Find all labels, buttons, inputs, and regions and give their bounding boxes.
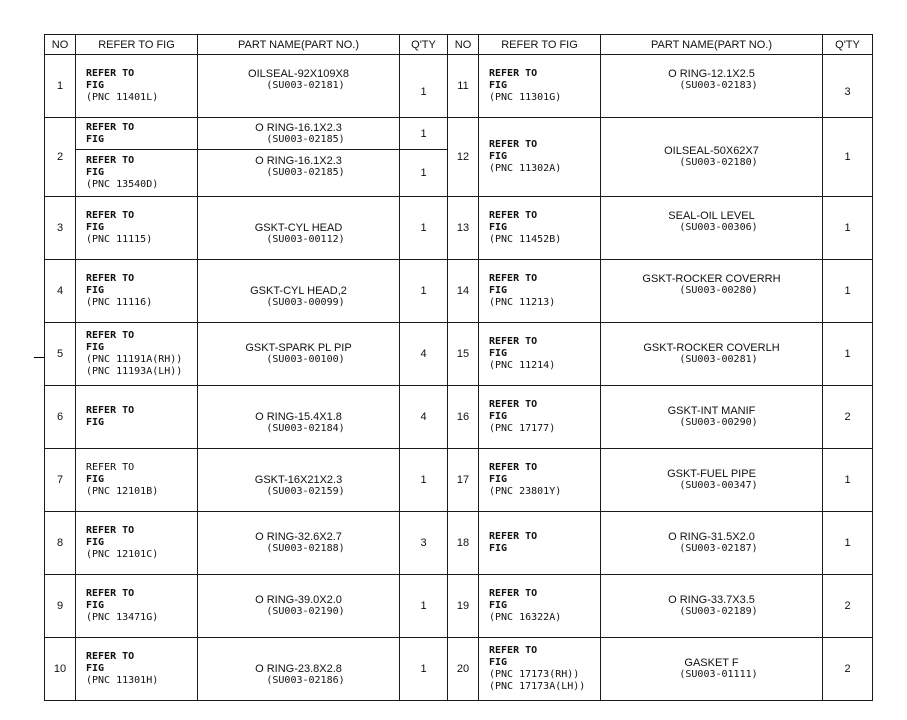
quantity: 1: [400, 150, 448, 197]
refer-to-fig: REFER TO FIG (PNC 11191A(RH)) (PNC 11193A(LH)): [76, 323, 198, 386]
part-name: GSKT-FUEL PIPE (SU003-00347): [601, 449, 823, 512]
refer-to-fig: REFER TO FIG (PNC 11115): [76, 197, 198, 260]
refer-to-fig: REFER TO FIG (PNC 16322A): [479, 575, 601, 638]
table-row: [45, 55, 873, 118]
table-row: [45, 512, 873, 575]
header-qty: Q'TY: [400, 35, 448, 55]
item-no: 16: [448, 386, 479, 449]
item-no: 10: [45, 638, 76, 701]
part-name: GASKET F (SU003-01111): [601, 638, 823, 701]
part-name: O RING-33.7X3.5 (SU003-02189): [601, 575, 823, 638]
part-name: O RING-31.5X2.0 (SU003-02187): [601, 512, 823, 575]
refer-to-fig: REFER TO FIG (PNC 11301G): [479, 55, 601, 118]
header-refer-to-fig: REFER TO FIG: [76, 35, 198, 55]
part-name: GSKT-INT MANIF (SU003-00290): [601, 386, 823, 449]
refer-to-fig: REFER TO FIG (PNC 11301H): [76, 638, 198, 701]
item-no: 12: [448, 118, 479, 197]
item-no: 11: [448, 55, 479, 118]
header-part-name: PART NAME(PART NO.): [601, 35, 823, 55]
refer-to-fig: REFER TO FIG: [76, 118, 198, 150]
quantity: 1: [400, 55, 448, 118]
item-no: 6: [45, 386, 76, 449]
part-name: GSKT-ROCKER COVERLH (SU003-00281): [601, 323, 823, 386]
table-row: [45, 260, 873, 323]
refer-to-fig: REFER TO FIG (PNC 13471G): [76, 575, 198, 638]
refer-to-fig: REFER TO FIG: [479, 512, 601, 575]
item-no: 19: [448, 575, 479, 638]
part-name: O RING-15.4X1.8 (SU003-02184): [198, 392, 400, 455]
item-no: 8: [45, 512, 76, 575]
header-part-name: PART NAME(PART NO.): [198, 35, 400, 55]
part-name: GSKT-ROCKER COVERRH (SU003-00280): [601, 254, 823, 317]
part-name: SEAL-OIL LEVEL (SU003-00306): [601, 191, 823, 254]
header-qty: Q'TY: [823, 35, 873, 55]
part-name: GSKT-SPARK PL PIP (SU003-00100): [198, 323, 400, 386]
quantity: 2: [823, 575, 873, 638]
item-no: 20: [448, 638, 479, 701]
item-no: 2: [45, 118, 76, 197]
refer-to-fig: REFER TO FIG (PNC 12101B): [76, 449, 198, 512]
part-name: O RING-16.1X2.3 (SU003-02185): [198, 118, 400, 150]
part-name: GSKT-CYL HEAD (SU003-00112): [198, 203, 400, 266]
quantity: 1: [400, 197, 448, 260]
part-name: GSKT-CYL HEAD,2 (SU003-00099): [198, 266, 400, 329]
table-row: [45, 638, 873, 701]
part-name: O RING-32.6X2.7 (SU003-02188): [198, 512, 400, 575]
item-no: 3: [45, 197, 76, 260]
quantity: 2: [823, 386, 873, 449]
refer-to-fig: REFER TO FIG (PNC 11214): [479, 323, 601, 386]
table-row: [45, 197, 873, 260]
table-row: [45, 449, 873, 512]
part-name: O RING-39.0X2.0 (SU003-02190): [198, 575, 400, 638]
part-name: OILSEAL-50X62X7 (SU003-02180): [601, 118, 823, 197]
part-name: OILSEAL-92X109X8 (SU003-02181): [198, 49, 400, 112]
item-no: 17: [448, 449, 479, 512]
item-no: 4: [45, 260, 76, 323]
refer-to-fig: REFER TO FIG (PNC 11452B): [479, 197, 601, 260]
quantity: 4: [400, 386, 448, 449]
quantity: 1: [400, 118, 448, 150]
quantity: 4: [400, 323, 448, 386]
quantity: 2: [823, 638, 873, 701]
part-name: O RING-16.1X2.3 (SU003-02185): [198, 144, 400, 191]
refer-to-fig: REFER TO FIG (PNC 17173(RH)) (PNC 17173A(LH)): [479, 638, 601, 701]
quantity: 1: [400, 575, 448, 638]
refer-to-fig: REFER TO FIG (PNC 11213): [479, 260, 601, 323]
item-no: 5: [45, 323, 76, 386]
parts-table: [44, 34, 873, 701]
refer-to-fig: REFER TO FIG (PNC 12101C): [76, 512, 198, 575]
quantity: 1: [400, 638, 448, 701]
quantity: 1: [400, 260, 448, 323]
quantity: 1: [823, 323, 873, 386]
item-no: 18: [448, 512, 479, 575]
quantity: 1: [823, 512, 873, 575]
item-no: 13: [448, 197, 479, 260]
refer-to-fig: REFER TO FIG (PNC 13540D): [76, 150, 198, 197]
item-no: 1: [45, 55, 76, 118]
refer-to-fig: REFER TO FIG: [76, 386, 198, 449]
header-no: NO: [448, 35, 479, 55]
table-row: [45, 323, 873, 386]
refer-to-fig: REFER TO FIG (PNC 11401L): [76, 55, 198, 118]
table-row: [45, 386, 873, 449]
item-no: 9: [45, 575, 76, 638]
refer-to-fig: REFER TO FIG (PNC 23801Y): [479, 449, 601, 512]
quantity: 1: [823, 260, 873, 323]
table-row: [45, 118, 873, 150]
quantity: 1: [823, 197, 873, 260]
part-name: O RING-23.8X2.8 (SU003-02186): [198, 644, 400, 707]
item-no: 14: [448, 260, 479, 323]
part-name: GSKT-16X21X2.3 (SU003-02159): [198, 455, 400, 518]
item-no: 15: [448, 323, 479, 386]
refer-to-fig: REFER TO FIG (PNC 11116): [76, 260, 198, 323]
quantity: 1: [823, 449, 873, 512]
header-refer-to-fig: REFER TO FIG: [479, 35, 601, 55]
refer-to-fig: REFER TO FIG (PNC 11302A): [479, 118, 601, 197]
refer-to-fig: REFER TO FIG (PNC 17177): [479, 386, 601, 449]
part-name: O RING-12.1X2.5 (SU003-02183): [601, 49, 823, 112]
quantity: 3: [823, 55, 873, 118]
quantity: 1: [400, 449, 448, 512]
quantity: 3: [400, 512, 448, 575]
header-no: NO: [45, 35, 76, 55]
table-row: [45, 575, 873, 638]
margin-tick-mark: [34, 357, 44, 358]
quantity: 1: [823, 118, 873, 197]
item-no: 7: [45, 449, 76, 512]
